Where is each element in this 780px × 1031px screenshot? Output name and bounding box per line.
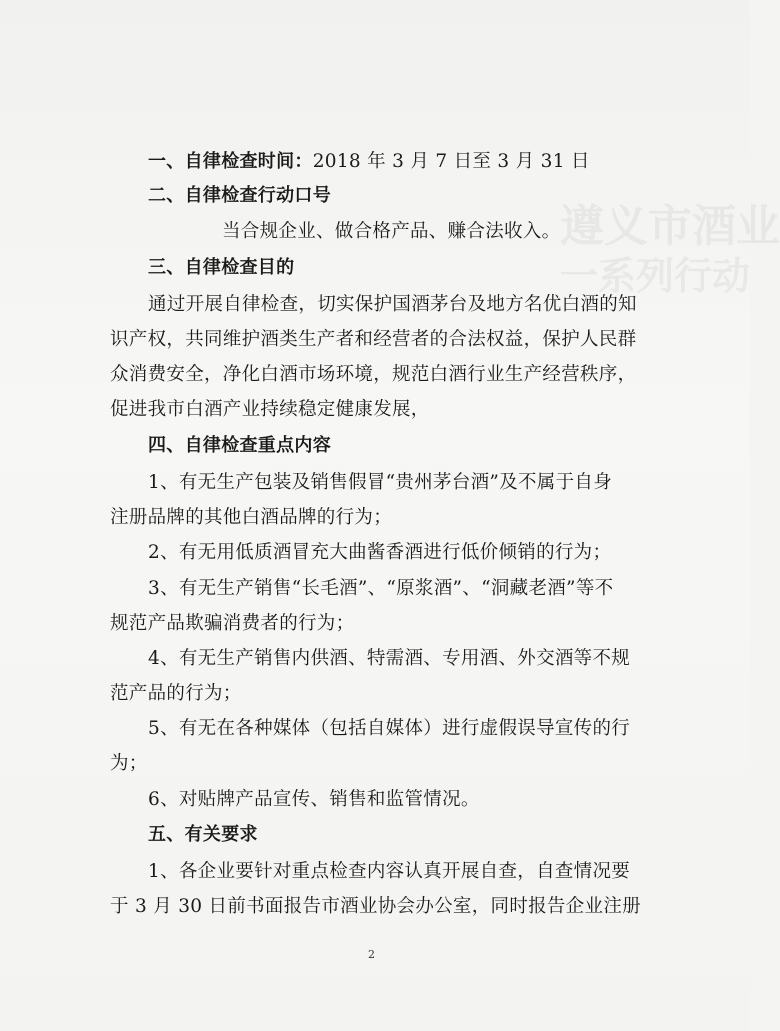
section-5-line: 于 3 月 30 日前书面报告市酒业协会办公室，同时报告企业注册	[110, 896, 641, 917]
section-4-heading: 四、自律检查重点内容	[148, 435, 331, 456]
section-1-heading: 一、自律检查时间：	[148, 151, 313, 172]
section-4-line: 3、有无生产销售“长毛酒”、“原浆酒”、“洞藏老酒”等不	[148, 578, 614, 599]
section-2-body: 当合规企业、做合格产品、赚合法收入。	[222, 221, 561, 242]
section-1-line	[148, 149, 590, 175]
bleed-through-subtitle: 一系列行动	[560, 253, 751, 298]
section-5-line: 1、各企业要针对重点检查内容认真开展自查，自查情况要	[148, 861, 631, 882]
page-number: 2	[368, 948, 375, 961]
section-3-line: 众消费安全，净化白酒市场环境，规范白酒行业生产经营秩序，	[110, 364, 637, 385]
section-4-line: 1、有无生产包装及销售假冒“贵州茅台酒”及不属于自身	[148, 472, 612, 493]
section-3-heading: 三、自律检查目的	[148, 257, 295, 278]
bleed-through-title: 遵义市酒业	[560, 201, 780, 252]
section-4-line: 为；	[110, 753, 148, 774]
section-4-line: 规范产品欺骗消费者的行为；	[110, 613, 355, 634]
section-4-line: 范产品的行为；	[110, 683, 242, 704]
section-4-line: 5、有无在各种媒体（包括自媒体）进行虚假误导宣传的行	[148, 718, 631, 739]
section-4-line: 4、有无生产销售内供酒、特需酒、专用酒、外交酒等不规	[148, 648, 631, 669]
section-1-value: 2018 年 3 月 7 日至 3 月 31 日	[312, 151, 590, 172]
section-3-line: 促进我市白酒产业持续稳定健康发展，	[110, 399, 430, 420]
section-5-heading: 五、有关要求	[148, 824, 258, 845]
section-4-line: 2、有无用低质酒冒充大曲酱香酒进行低价倾销的行为；	[148, 542, 612, 563]
section-4-line: 注册品牌的其他白酒品牌的行为；	[110, 507, 393, 528]
section-3-line: 通过开展自律检查，切实保护国酒茅台及地方名优白酒的知	[148, 294, 637, 315]
section-4-line: 6、对贴牌产品宣传、销售和监管情况。	[148, 789, 480, 810]
section-2-heading: 二、自律检查行动口号	[148, 185, 331, 206]
section-3-line: 识产权，共同维护酒类生产者和经营者的合法权益，保护人民群	[110, 329, 637, 350]
